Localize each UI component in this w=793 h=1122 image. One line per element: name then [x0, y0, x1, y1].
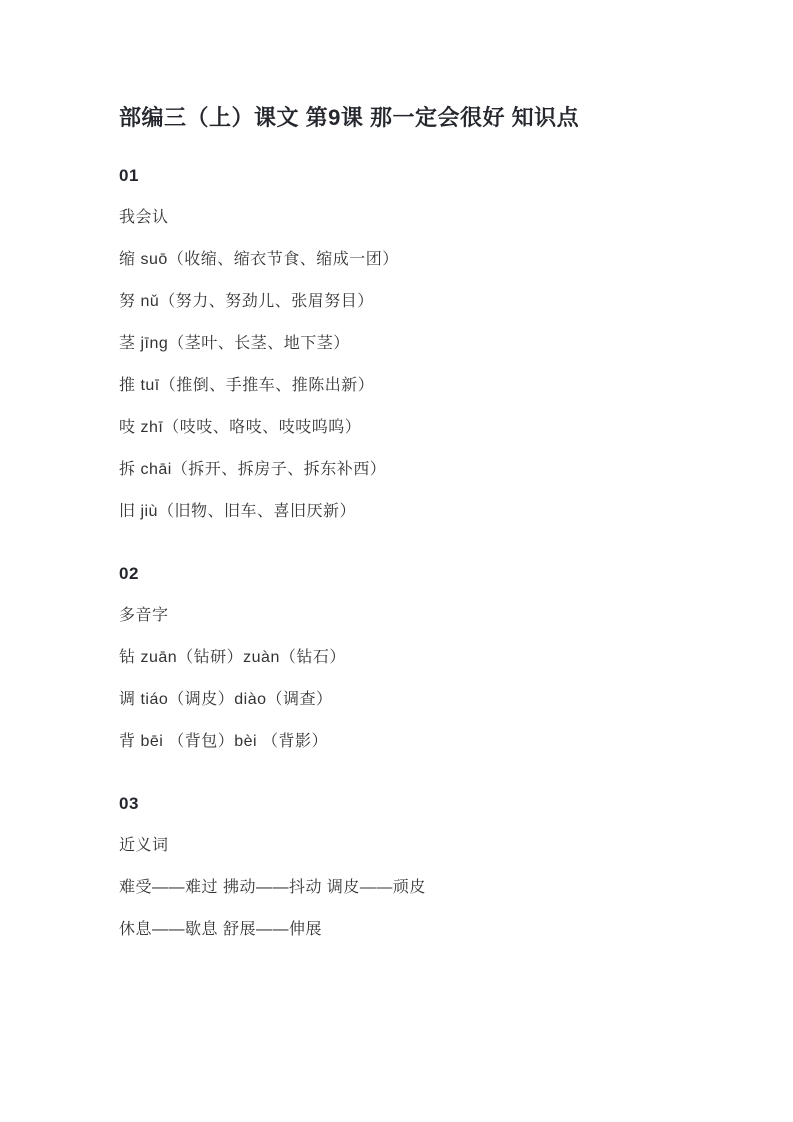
section-synonyms — [119, 794, 733, 940]
vocab-line: 努 nǔ（努力、努劲儿、张眉努目） — [119, 293, 374, 310]
section-number: 02 — [119, 564, 139, 583]
vocab-line: 旧 jiù（旧物、旧车、喜旧厌新） — [119, 503, 356, 520]
section-number: 03 — [119, 794, 139, 813]
vocab-line: 吱 zhī（吱吱、咯吱、吱吱呜呜） — [119, 419, 362, 436]
vocab-line: 茎 jīng（茎叶、长茎、地下茎） — [119, 335, 350, 352]
vocab-line: 钻 zuān（钻研）zuàn（钻石） — [119, 649, 346, 666]
vocab-line: 难受——难过 拂动——抖动 调皮——顽皮 — [119, 879, 426, 896]
vocab-line: 推 tuī（推倒、手推车、推陈出新） — [119, 377, 375, 394]
vocab-line: 背 bēi （背包）bèi （背影） — [119, 733, 329, 750]
vocab-line: 缩 suō（收缩、缩衣节食、缩成一团） — [119, 251, 399, 268]
section-words-to-recognize — [119, 166, 733, 522]
document-title: 部编三（上）课文 第9课 那一定会很好 知识点 — [119, 105, 580, 130]
vocab-line: 休息——歇息 舒展——伸展 — [119, 921, 322, 938]
section-number: 01 — [119, 166, 139, 185]
section-heading: 我会认 — [119, 209, 169, 226]
vocab-line: 调 tiáo（调皮）diào（调查） — [119, 691, 333, 708]
vocab-line: 拆 chāi（拆开、拆房子、拆东补西） — [119, 461, 387, 478]
section-polyphonic-characters — [119, 564, 733, 752]
section-heading: 多音字 — [119, 607, 169, 624]
section-heading: 近义词 — [119, 837, 169, 854]
